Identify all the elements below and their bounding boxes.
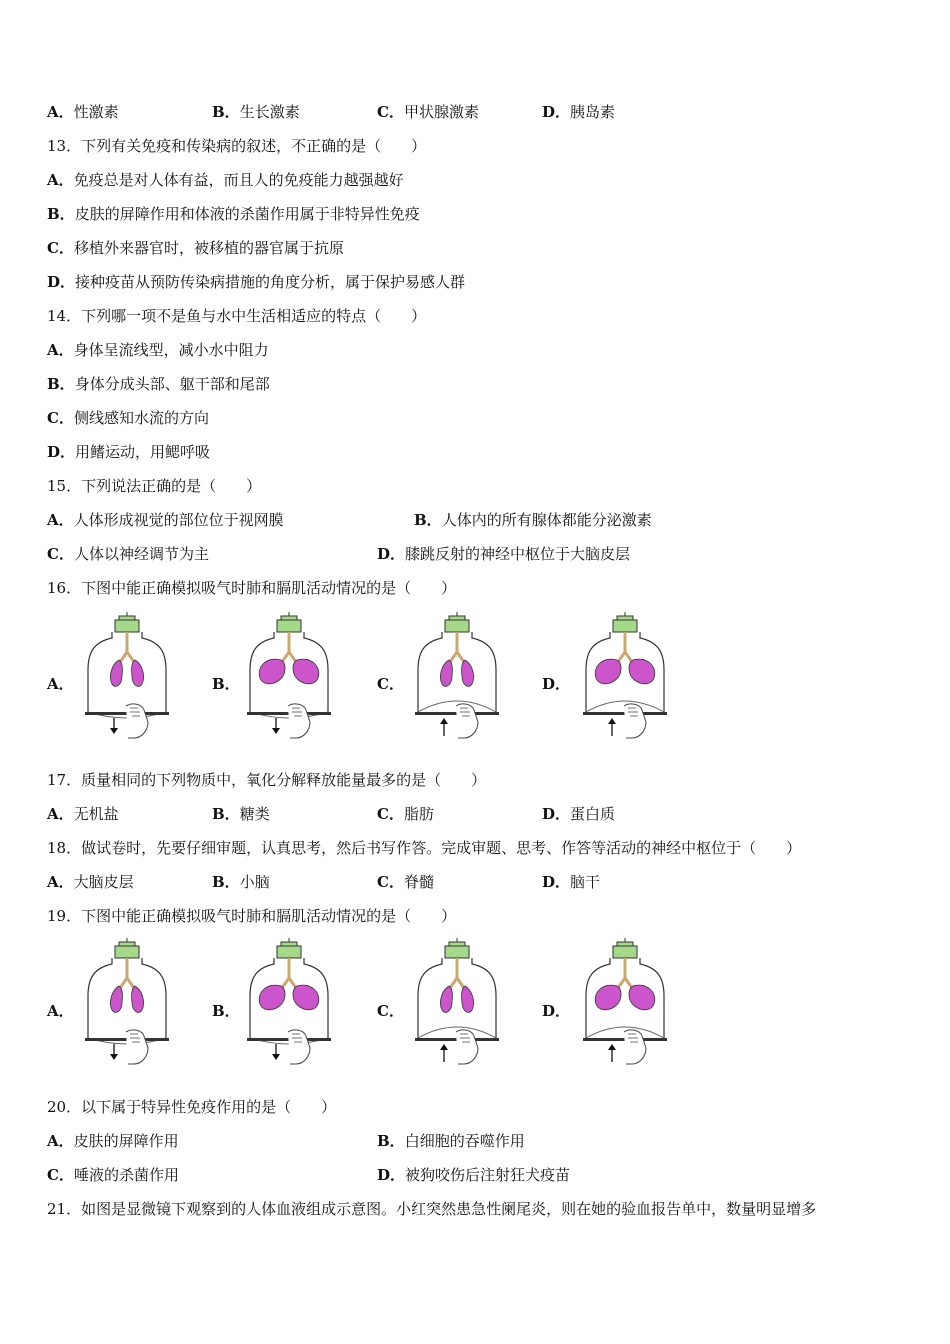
q14-stem: 14．下列哪一项不是鱼与水中生活相适应的特点（ ） (47, 307, 427, 325)
q17-option-b: B．糖类 (212, 805, 270, 823)
q20-stem: 20．以下属于特异性免疫作用的是（ ） (47, 1098, 337, 1116)
q12-option-b: B．生长激素 (212, 103, 300, 121)
q16-figure-a (82, 612, 172, 742)
q15-option-c: C．人体以神经调节为主 (47, 545, 209, 563)
q19-figure-b (244, 938, 334, 1068)
q20-option-a: A．皮肤的屏障作用 (47, 1132, 179, 1150)
q12-option-d: D．胰岛素 (542, 103, 616, 121)
q18-stem: 18．做试卷时，先要仔细审题，认真思考，然后书写作答。完成审题、思考、作答等活动的神经中枢位于（ ） (47, 839, 802, 857)
q21-stem: 21．如图是显微镜下观察到的人体血液组成示意图。小红突然患急性阑尾炎，则在她的验血报告单中，数量明显增多 (47, 1200, 817, 1218)
q19-label-d: D． (542, 1002, 571, 1020)
q18-option-a: A．大脑皮层 (47, 873, 134, 891)
q16-label-d: D． (542, 675, 571, 693)
q19-stem: 19．下图中能正确模拟吸气时肺和膈肌活动情况的是（ ） (47, 907, 457, 925)
q17-option-a: A．无机盐 (47, 805, 119, 823)
q16-stem: 16．下图中能正确模拟吸气时肺和膈肌活动情况的是（ ） (47, 579, 457, 597)
q13-option-b: B．皮肤的屏障作用和体液的杀菌作用属于非特异性免疫 (47, 205, 420, 223)
q14-option-b: B．身体分成头部、躯干部和尾部 (47, 375, 270, 393)
q18-option-d: D．脑干 (542, 873, 601, 891)
q16-figure-b (244, 612, 334, 742)
q15-option-b: B．人体内的所有腺体都能分泌激素 (414, 511, 652, 529)
q18-option-c: C．脊髓 (377, 873, 434, 891)
q18-option-b: B．小脑 (212, 873, 270, 891)
q15-option-d: D．膝跳反射的神经中枢位于大脑皮层 (377, 545, 631, 563)
q19-label-c: C． (377, 1002, 404, 1020)
q19-label-b: B． (212, 1002, 240, 1020)
q20-option-d: D．被狗咬伤后注射狂犬疫苗 (377, 1166, 571, 1184)
q13-option-d: D．接种疫苗从预防传染病措施的角度分析，属于保护易感人群 (47, 273, 466, 291)
q17-option-c: C．脂肪 (377, 805, 434, 823)
q15-option-a: A．人体形成视觉的部位位于视网膜 (47, 511, 284, 529)
q15-stem: 15．下列说法正确的是（ ） (47, 477, 262, 495)
q19-figure-c (412, 938, 502, 1068)
q13-stem: 13．下列有关免疫和传染病的叙述，不正确的是（ ） (47, 137, 427, 155)
q20-option-c: C．唾液的杀菌作用 (47, 1166, 179, 1184)
q14-option-c: C．侧线感知水流的方向 (47, 409, 209, 427)
q16-figure-d (580, 612, 670, 742)
q17-option-d: D．蛋白质 (542, 805, 616, 823)
q12-option-a: A．性激素 (47, 103, 119, 121)
q13-option-c: C．移植外来器官时，被移植的器官属于抗原 (47, 239, 344, 257)
q16-label-a: A． (47, 675, 74, 693)
q20-option-b: B．白细胞的吞噬作用 (377, 1132, 525, 1150)
q14-option-a: A．身体呈流线型，减小水中阻力 (47, 341, 269, 359)
q12-option-c: C．甲状腺激素 (377, 103, 479, 121)
q14-option-d: D．用鳍运动，用鳃呼吸 (47, 443, 211, 461)
q19-figure-a (82, 938, 172, 1068)
q19-label-a: A． (47, 1002, 74, 1020)
q16-label-c: C． (377, 675, 404, 693)
q13-option-a: A．免疫总是对人体有益，而且人的免疫能力越强越好 (47, 171, 404, 189)
q16-label-b: B． (212, 675, 240, 693)
q19-figure-d (580, 938, 670, 1068)
q16-figure-c (412, 612, 502, 742)
q17-stem: 17．质量相同的下列物质中，氧化分解释放能量最多的是（ ） (47, 771, 487, 789)
